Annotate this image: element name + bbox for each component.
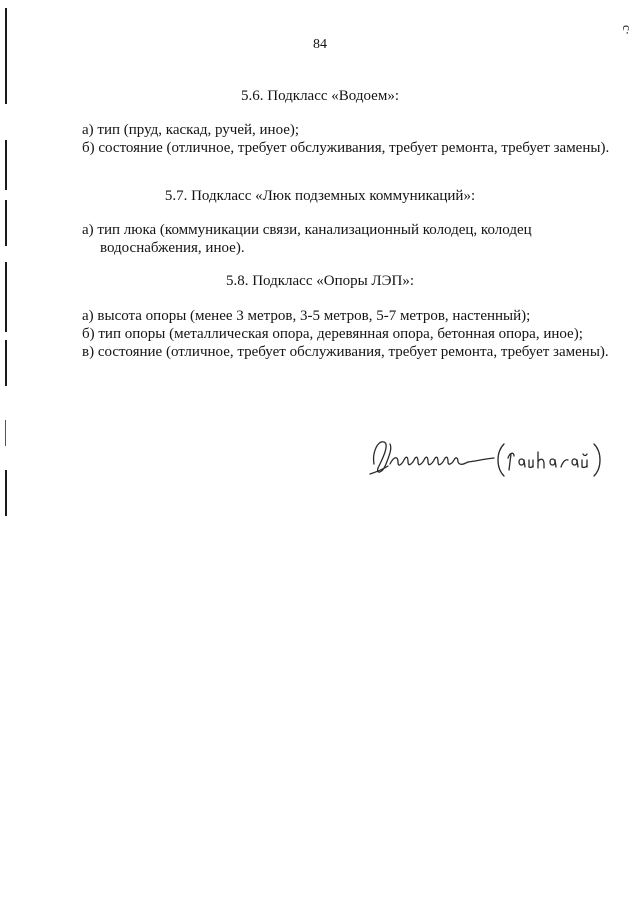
section-heading: 5.7. Подкласс «Люк подземных коммуникаций»: — [164, 188, 476, 204]
section-list — [82, 221, 612, 257]
list-item: а) высота опоры (менее 3 метров, 3-5 метров, 5-7 метров, настенный); — [82, 308, 531, 324]
list-item: в) состояние (отличное, требует обслуживания, требует ремонта, требует замены). — [82, 344, 609, 360]
list-item: б) тип опоры (металлическая опора, деревянная опора, бетонная опора, иное); — [82, 326, 583, 342]
section-heading: 5.8. Подкласс «Опоры ЛЭП»: — [225, 273, 415, 289]
list-item: а) тип (пруд, каскад, ручей, иное); — [82, 122, 300, 138]
scan-edge-mark — [5, 470, 7, 516]
section-list — [82, 307, 612, 361]
scan-edge-mark — [5, 420, 6, 446]
section-list — [82, 121, 612, 157]
scan-edge-mark — [5, 340, 7, 386]
scan-edge-mark — [5, 200, 7, 246]
scan-edge-mark — [5, 140, 7, 190]
corner-mark: с· — [619, 24, 635, 36]
page-number: 84 — [313, 37, 327, 52]
list-item: а) тип люка (коммуникации связи, канализационный колодец, колодец водоснабжения, иное). — [82, 222, 532, 256]
section-heading: 5.6. Подкласс «Водоем»: — [241, 88, 399, 104]
list-item: б) состояние (отличное, требует обслуживания, требует ремонта, требует замены). — [82, 140, 610, 156]
handwritten-signature — [368, 434, 618, 484]
